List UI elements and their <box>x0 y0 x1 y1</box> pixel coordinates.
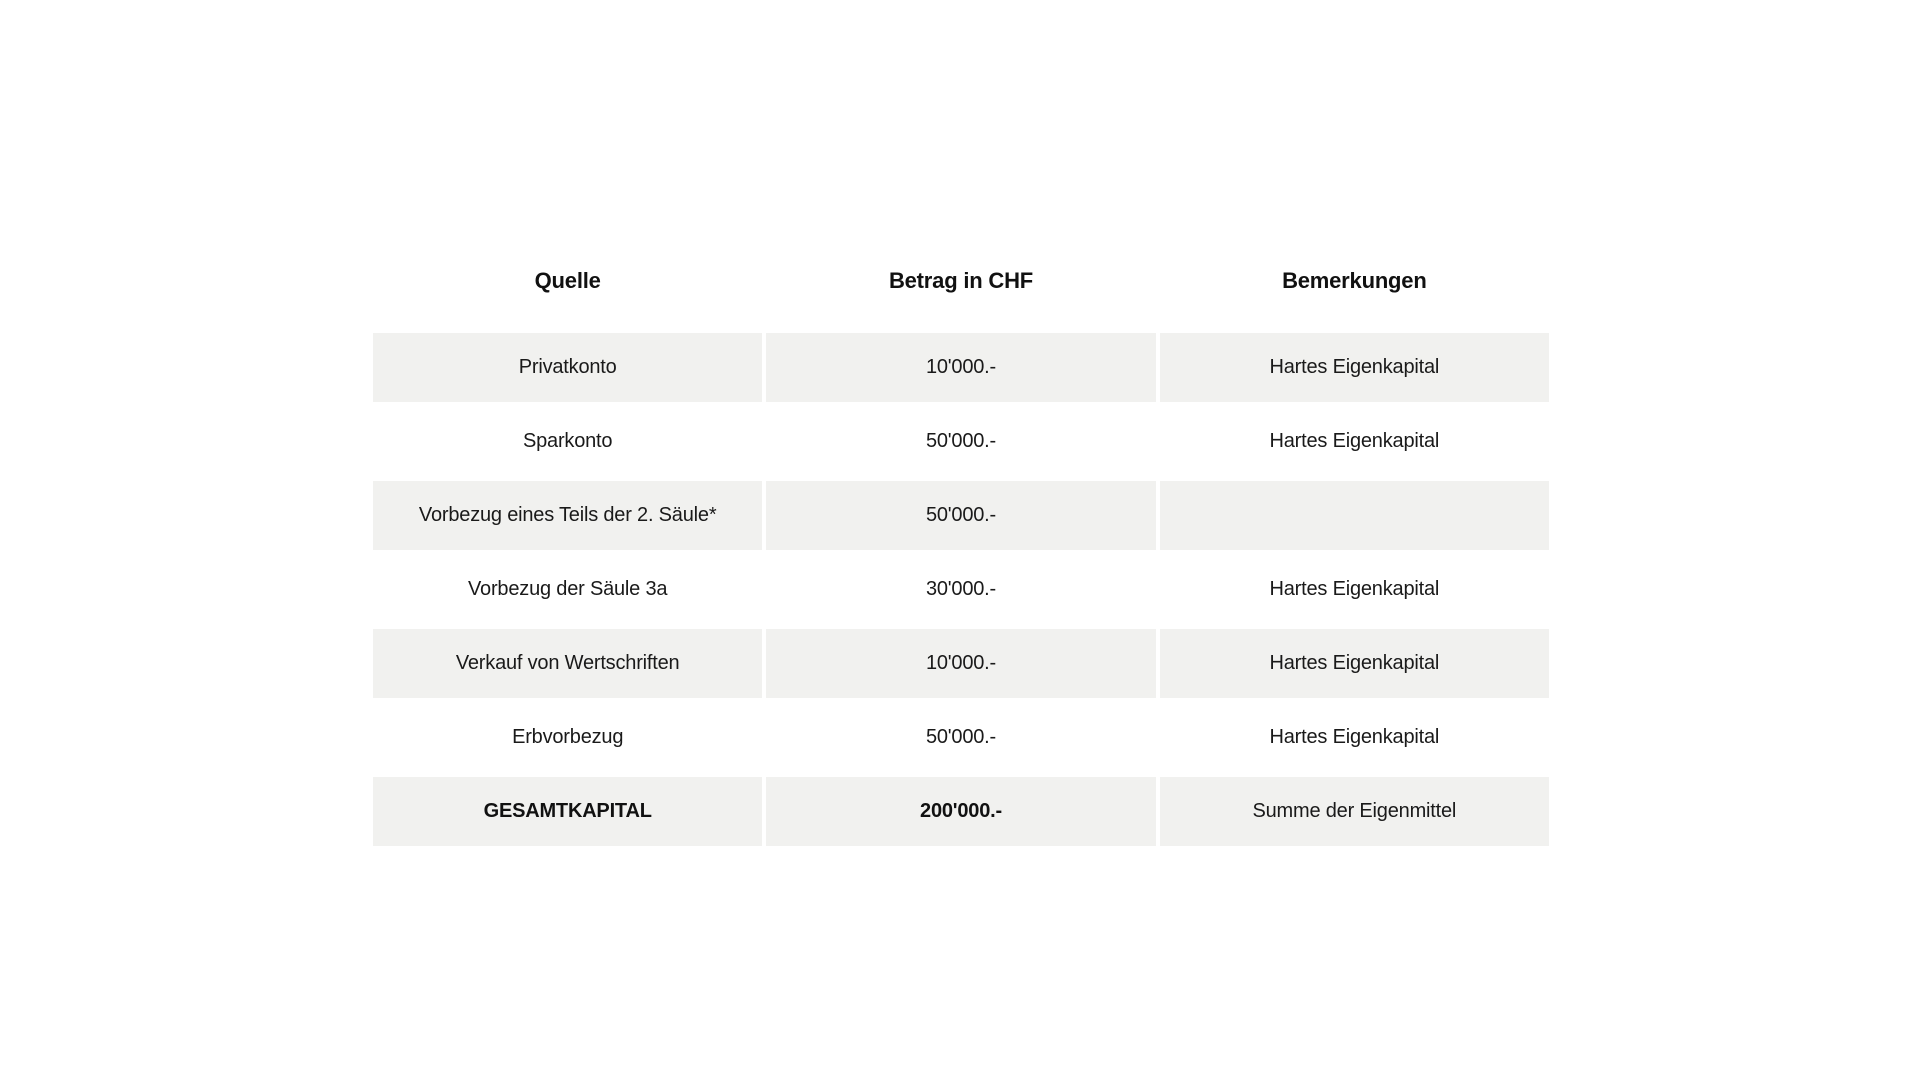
cell-betrag-row-7: 200'000.- <box>766 777 1155 846</box>
capital-sources-table <box>373 253 1549 846</box>
cell-quelle-row-4: Vorbezug der Säule 3a <box>373 555 762 624</box>
cell-quelle-row-6: Erbvorbezug <box>373 703 762 772</box>
cell-bemerkung-row-2: Hartes Eigenkapital <box>1160 407 1549 476</box>
cell-quelle-row-2: Sparkonto <box>373 407 762 476</box>
cell-bemerkung-row-3 <box>1160 481 1549 550</box>
cell-quelle-row-7: GESAMTKAPITAL <box>373 777 762 846</box>
cell-quelle-row-3: Vorbezug eines Teils der 2. Säule* <box>373 481 762 550</box>
column-header-bemerkungen: Bemerkungen <box>1282 268 1427 293</box>
cell-bemerkung-row-4: Hartes Eigenkapital <box>1160 555 1549 624</box>
cell-betrag-row-3: 50'000.- <box>766 481 1155 550</box>
cell-quelle-row-1: Privatkonto <box>373 333 762 402</box>
cell-bemerkung-row-7: Summe der Eigenmittel <box>1160 777 1549 846</box>
cell-betrag-row-1: 10'000.- <box>766 333 1155 402</box>
column-header-betrag-in-chf: Betrag in CHF <box>888 268 1034 293</box>
table-body <box>373 333 1549 846</box>
cell-bemerkung-row-1: Hartes Eigenkapital <box>1160 333 1549 402</box>
cell-betrag-row-5: 10'000.- <box>766 629 1155 698</box>
cell-betrag-row-2: 50'000.- <box>766 407 1155 476</box>
cell-betrag-row-4: 30'000.- <box>766 555 1155 624</box>
table-header-row <box>373 253 1549 309</box>
column-header-quelle: Quelle <box>534 268 601 293</box>
cell-quelle-row-5: Verkauf von Wertschriften <box>373 629 762 698</box>
cell-bemerkung-row-5: Hartes Eigenkapital <box>1160 629 1549 698</box>
cell-betrag-row-6: 50'000.- <box>766 703 1155 772</box>
cell-bemerkung-row-6: Hartes Eigenkapital <box>1160 703 1549 772</box>
